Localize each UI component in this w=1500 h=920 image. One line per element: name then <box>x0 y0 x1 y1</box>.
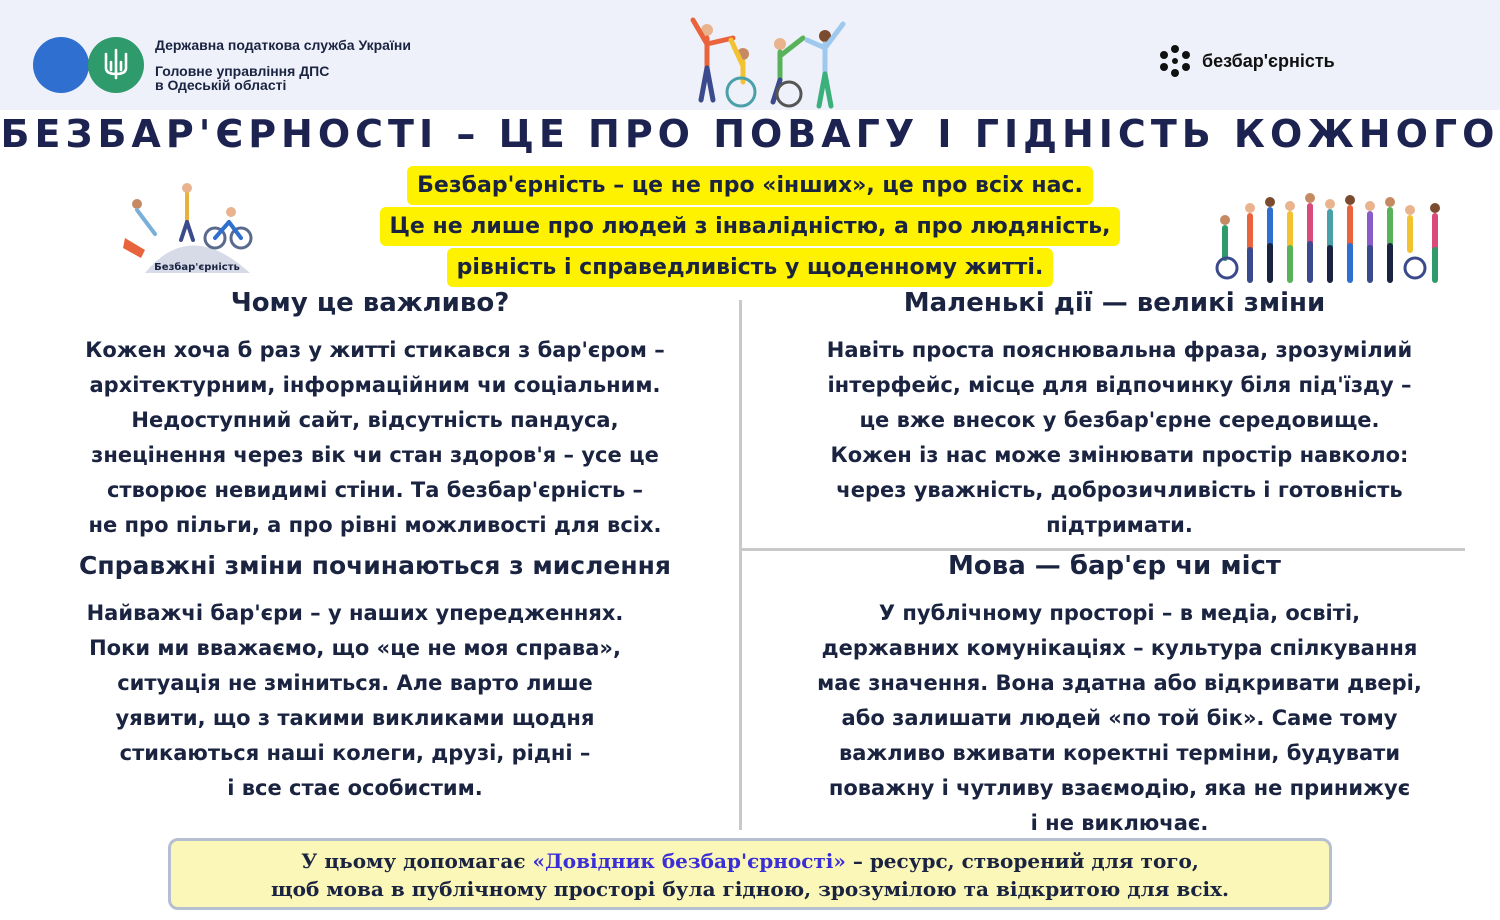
footer-callout <box>168 838 1332 910</box>
body-line: знецінення через вік чи стан здоров'я – усе це <box>91 443 659 467</box>
body-line: створює невидимі стіни. Та безбар'єрність – <box>106 478 644 502</box>
body-line: Найважчі бар'єри – у наших упередженнях. <box>86 601 624 625</box>
body-line: державних комунікаціях – культура спілкування <box>821 636 1418 660</box>
body-line: не про пільги, а про рівні можливості для всіх. <box>88 513 662 537</box>
page-title: БЕЗБАР'ЄРНОСТІ – ЦЕ ПРО ПОВАГУ І ГІДНІСТЬ КОЖНОГО <box>0 112 1500 156</box>
footer-line-2: щоб мова в публічному просторі була гідною, зрозумілою та відкритою для всіх. <box>271 877 1229 901</box>
body-line: Недоступний сайт, відсутність пандуса, <box>131 408 619 432</box>
crowd-illustration <box>1205 188 1455 283</box>
body-line: інтерфейс, місце для відпочинку біля під'їзду – <box>827 373 1412 397</box>
body-line: і все стає особистим. <box>227 776 483 800</box>
flower-dots-icon <box>1158 44 1192 78</box>
section-body-small-actions <box>742 333 1497 543</box>
section-title-why-important: Чому це важливо? <box>230 288 510 318</box>
body-line: поважну і чутливу взаємодію, яка не принижує <box>828 776 1411 800</box>
body-line: стикаються наші колеги, друзі, рідні – <box>119 741 591 765</box>
body-line: це вже внесок у безбар'єрне середовище. <box>859 408 1380 432</box>
body-line: Навіть проста пояснювальна фраза, зрозумілий <box>826 338 1413 362</box>
body-line: важливо вживати коректні терміни, будувати <box>838 741 1401 765</box>
dps-logo-blue-circle <box>33 37 89 93</box>
footer-suffix: – ресурс, створений для того, <box>845 849 1199 873</box>
body-line: Поки ми вважаємо, що «це не моя справа», <box>89 636 621 660</box>
highlight-line: Це не лише про людей з інвалідністю, а про людяність, <box>380 207 1121 246</box>
section-title-small-actions: Маленькі дії — великі зміни <box>903 288 1326 318</box>
body-line: архітектурним, інформаційним чи соціальним. <box>89 373 661 397</box>
org-sub-line2: в Одеській області <box>155 77 287 93</box>
section-body-mindset <box>0 596 710 806</box>
body-line: і не виключає. <box>1030 811 1209 835</box>
dps-logo-trident-circle <box>88 37 144 93</box>
body-line: підтримати. <box>1046 513 1193 537</box>
body-line: У публічному просторі – в медіа, освіті, <box>878 601 1361 625</box>
highlight-block <box>250 166 1250 287</box>
org-sub-line1: Головне управління ДПС <box>155 63 330 79</box>
footer-prefix: У цьому допомагає <box>301 849 533 873</box>
body-line: має значення. Вона здатна або відкривати двері, <box>817 671 1422 695</box>
body-line: Кожен із нас може змінювати простір навколо: <box>830 443 1409 467</box>
org-subdivision <box>155 64 329 92</box>
section-body-language <box>742 596 1497 841</box>
org-name: Державна податкова служба України <box>155 37 411 53</box>
left-illustration-caption: Безбар'єрність <box>154 262 240 273</box>
body-line: Кожен хоча б раз у житті стикався з бар'єром – <box>85 338 665 362</box>
brand-label: безбар'єрність <box>1202 50 1335 71</box>
body-line: або залишати людей «по той бік». Саме тому <box>841 706 1398 730</box>
handbook-link[interactable]: «Довідник безбар'єрності» <box>532 849 846 873</box>
people-group-illustration <box>685 10 855 110</box>
section-title-mindset: Справжні зміни починаються з мислення <box>79 551 671 580</box>
body-line: через уважність, доброзичливість і готовність <box>836 478 1403 502</box>
highlight-line: рівність і справедливість у щоденному житті. <box>447 248 1054 287</box>
section-title-language: Мова — бар'єр чи міст <box>948 551 1281 581</box>
bezbaryernist-brand <box>1158 44 1335 78</box>
body-line: уявити, що з такими викликами щодня <box>115 706 595 730</box>
footer-line-1 <box>171 847 1329 875</box>
section-body-why-important <box>0 333 750 543</box>
trident-icon <box>101 48 131 82</box>
body-line: ситуація не зміниться. Але варто лише <box>117 671 593 695</box>
left-illustration <box>115 178 265 278</box>
highlight-line: Безбар'єрність – це не про «інших», це про всіх нас. <box>407 166 1093 205</box>
